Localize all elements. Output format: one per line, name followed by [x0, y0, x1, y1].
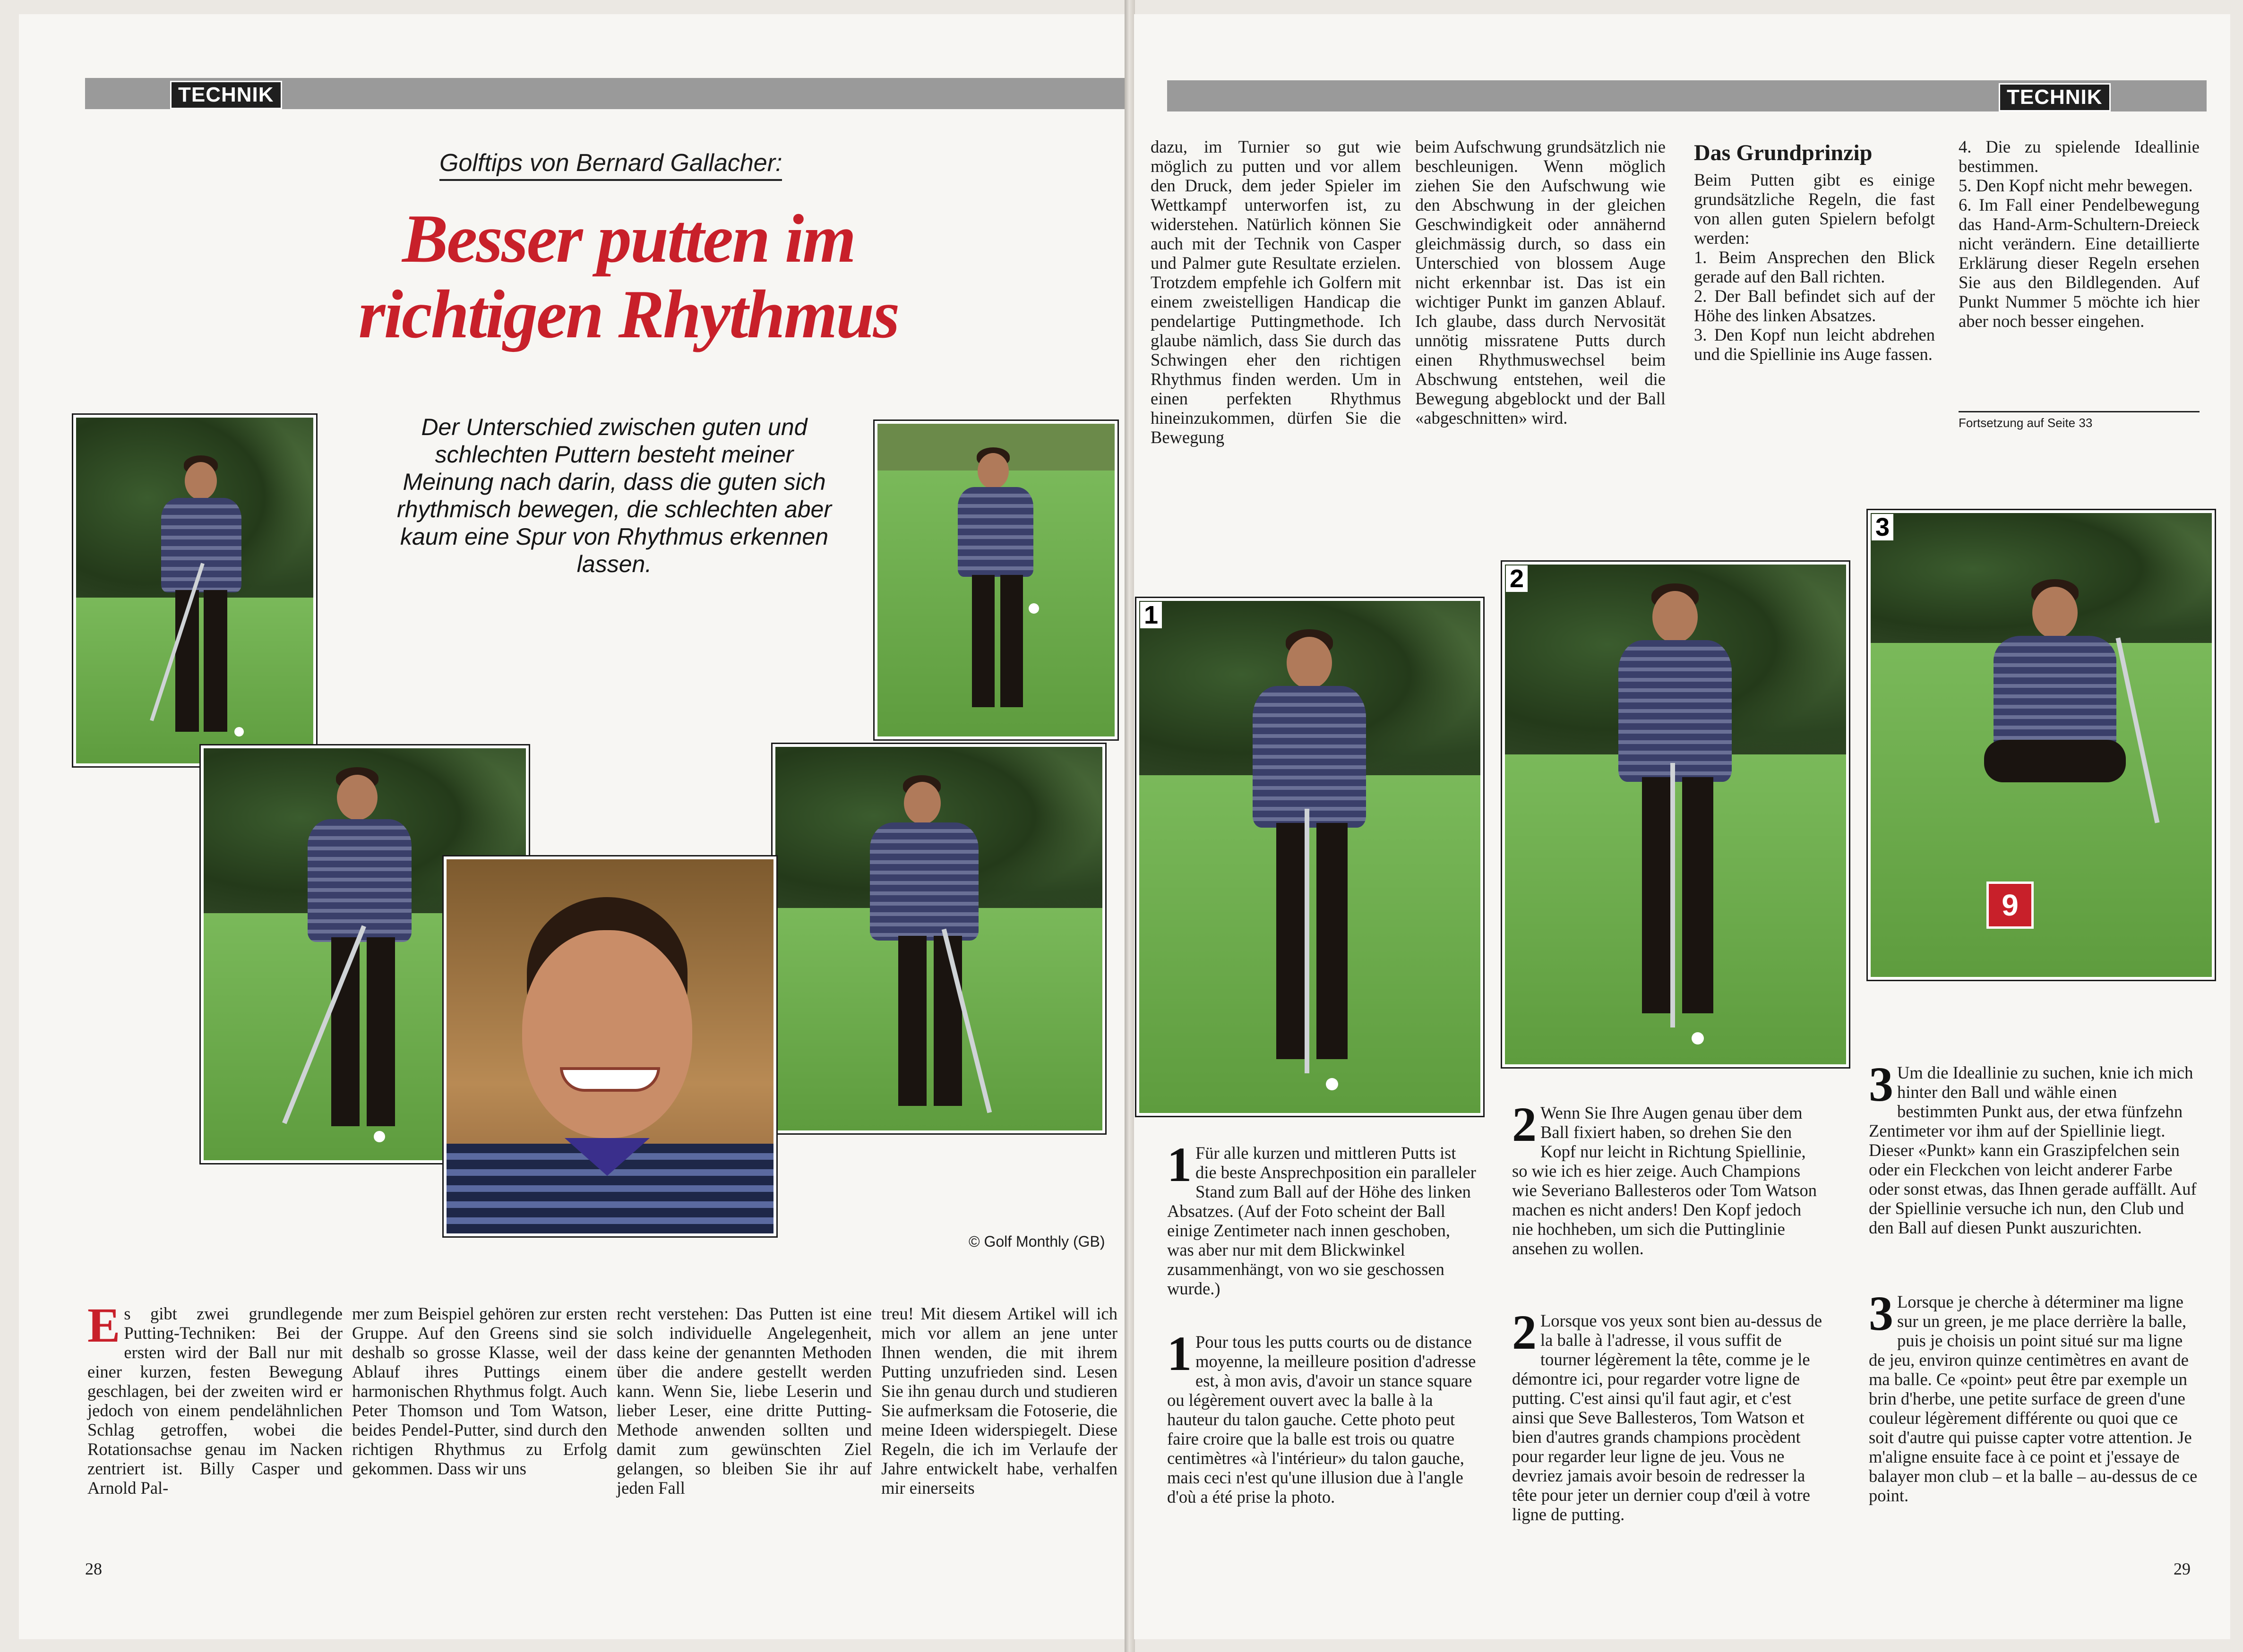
- body-column-5: dazu, im Turnier so gut wie möglich zu putten und vor allem den Druck, dem jeder Spieler im Wettkampf unterworfen ist, zu widerstehen. Natürlich können Sie auch mit der Technik von Casper und Palmer gute Resultate erzielen. Trotzdem empfehle ich Golfern mit einem zweistelligen Handicap die pendelartige Puttingmethode. Ich glaube nämlich, dass Sie durch das Schwingen eher den richtigen Rhythmus finden werden. Um in einen perfekten Rhythmus hineinzukommen, dürfen Sie die Bewegung: [1151, 137, 1401, 447]
- rule-5: 5. Den Kopf nicht mehr bewegen.: [1959, 176, 2193, 195]
- body-column-4: treu! Mit diesem Artikel will ich mich vor allem an jene unter Ihnen wenden, die mit ihrem Putting unzufrieden sind. Lesen Sie ihn genau durch und studieren Sie aufmerksam die Fotoserie, die meine Ideen widerspiegelt. Diese Regeln, die ich im Verlaufe der Jahre entwickelt habe, verhalfen mir einerseits: [881, 1304, 1117, 1498]
- rule-1: 1. Beim Ansprechen den Blick gerade auf den Ball richten.: [1694, 248, 1935, 286]
- grundprinzip-intro: Beim Putten gibt es einige grundsätzliche Regeln, die fast von allen guten Spielern befolgt werden:: [1694, 170, 1935, 248]
- headline-line-1: Besser putten im: [402, 200, 855, 277]
- body-column-8: [1959, 137, 2200, 331]
- rule-2: 2. Der Ball befindet sich auf der Höhe des linken Absatzes.: [1694, 286, 1935, 325]
- caption-2-de: 2 Wenn Sie Ihre Augen genau über dem Ball fixiert haben, so drehen Sie den Kopf nur leicht in Richtung Spiellinie, so wie ich es hier zeige. Auch Champions wie Severiano Ballesteros oder Tom Watson machen es nicht anders! Den Kopf jedoch nie hochheben, um sich die Puttinglinie ansehen zu wollen.: [1512, 1097, 1817, 1258]
- intro-deck: Der Unterschied zwischen guten und schlechten Puttern besteht meiner Meinung nach darin, dass die guten sich rhythmisch bewegen, die schlechten aber kaum eine Spur von Rhythmus erkennen lassen.: [397, 414, 832, 577]
- caption-2-fr: 2 Lorsque vos yeux sont bien au-dessus de la balle à l'adresse, il vous suffit de tourner légèrement la tête, comme je le démontre ici, pour regarder votre ligne de putting. C'est ainsi qu'il faut agir, et c'est ainsi que Seve Ballesteros, Tom Watson et bien d'autres grands champions procèdent pour regarder leur ligne de jeu. Vous ne devriez jamais avoir besoin de redresser la tête pour jeter un dernier coup d'œil à votre ligne de putting.: [1512, 1305, 1822, 1524]
- photo-portrait-bernard-gallacher: [442, 855, 778, 1238]
- subheading-grundprinzip: Das Grundprinzip: [1694, 140, 1873, 165]
- body-column-7: [1694, 170, 1935, 364]
- caption-3-de: 3 Um die Ideallinie zu suchen, knie ich mich hinter den Ball und wähle einen bestimmten Punkt aus, der etwa fünfzehn Zentimeter vor ihm auf der Spiellinie liegt. Dieser «Punkt» kann ein Graszipfelchen sein oder ein Fleckchen von leicht anderer Farbe oder sonst etwas, das Ihnen gerade auffällt. Auf der Spiellinie versuche ich nun, den Club und den Ball auf diesen Punkt auszurichten.: [1869, 1057, 2197, 1237]
- body-column-1: [87, 1298, 343, 1498]
- page-number-right: 29: [2174, 1559, 2191, 1578]
- section-label-right: TECHNIK: [1999, 83, 2111, 111]
- photo-number-3: 3: [1872, 514, 1893, 540]
- column-end-rule: [1959, 411, 2200, 412]
- headline-line-2: richtigen Rhythmus: [358, 276, 899, 352]
- photo-address-front: [72, 413, 318, 768]
- photo-step-2: [1501, 560, 1850, 1069]
- caption-3-fr: 3 Lorsque je cherche à déterminer ma ligne sur un green, je me place derrière la balle, puis je choisis un point situé sur ma ligne de jeu, environ quinze centimètres en avant de ma balle. Ce «point» peut être par exemple un brin d'herbe, une petite surface de green d'une couleur légèrement différente ou quoi que ce soit d'autre qui puisse capter votre attention. Je m'aligne ensuite face à ce point et j'essaye de balayer mon club – et la balle – au-dessus de ce point.: [1869, 1286, 2198, 1505]
- kicker: Golftips von Bernard Gallacher:: [439, 149, 782, 181]
- caption-1-de: 1 Für alle kurzen und mittleren Putts ist die beste Ansprechposition ein paralleler Stand zum Ball auf der Höhe des linken Absatzes. (Auf der Foto scheint der Ball einige Zentimeter nach innen geschoben, was aber nur mit dem Blickwinkel zusammenhängt, von wo sie geschossen wurde.): [1167, 1138, 1476, 1298]
- page-left: [19, 14, 1125, 1639]
- rule-3: 3. Den Kopf nun leicht abdrehen und die Spiellinie ins Auge fassen.: [1694, 325, 1935, 364]
- spine-gutter: [1125, 0, 1135, 1652]
- rule-6: 6. Im Fall einer Pendelbewegung das Hand-Arm-Schultern-Dreieck nicht verändern. Eine detaillierte Erklärung dieser Regeln ersehen Sie aus den Bildlegenden. Auf Punkt Nummer 5 möchte ich hier aber noch besser eingehen.: [1959, 195, 2200, 331]
- caption-1-fr: 1 Pour tous les putts courts ou de distance moyenne, la meilleure position d'adresse est, à mon avis, d'avoir un stance square ou légèrement ouvert avec la balle à la hauteur du talon gauche. Cette photo peut faire croire que la balle est trois ou quatre centimètres «à l'intérieur» du talon gauche, mais ceci n'est qu'une illusion due à l'angle d'où a été prise la photo.: [1167, 1327, 1476, 1506]
- photo-number-2: 2: [1506, 565, 1528, 592]
- hole-flag: 9: [1986, 882, 2034, 929]
- section-header-bar: [85, 78, 1125, 109]
- photo-stroke-behind: [873, 419, 1119, 741]
- page-right: [1134, 14, 2230, 1639]
- page-number-left: 28: [85, 1559, 102, 1578]
- photo-credit: © Golf Monthly (GB): [969, 1233, 1105, 1250]
- body-column-1-text: s gibt zwei grundlegende Putting-Techniken: Bei der ersten wird der Ball nur mit einer kurzen, festen Bewegung geschlagen, bei der zweiten wird er jedoch von einem pendelähnlichen Schlag getroffen, wobei die Rotationsachse genau im Nacken zentriert ist. Billy Casper und Arnold Pal-: [87, 1304, 343, 1498]
- photo-number-1: 1: [1140, 602, 1162, 628]
- body-column-3: recht verstehen: Das Putten ist eine solch individuelle Angelegenheit, dass keine der genannten Methoden über die andere gestellt werden kann. Wenn Sie, liebe Leserin und lieber Leser, eine dritte Putting-Methode anwenden sollten und damit zum gewünschten Ziel gelangen, so bleiben Sie ihr auf jeden Fall: [617, 1304, 872, 1498]
- photo-step-3: [1866, 509, 2216, 981]
- photo-step-1: [1135, 597, 1485, 1117]
- photo-follow-through: [771, 743, 1107, 1135]
- body-column-6: beim Aufschwung grundsätzlich nie beschleunigen. Wenn möglich ziehen Sie den Aufschwung wie den Abschwung in der gleichen Geschwindigkeit oder annähernd gleichmässig durch, so dass ein Unterschied von blossem Auge nicht erkennbar ist. Das ist ein wichtiger Punkt im ganzen Ablauf. Ich glaube, dass durch Nervosität unnötig missratene Putts durch einen Rhythmuswechsel beim Abschwung entstehen, weil die Bewegung abgeblockt und der Ball «abgeschnitten» wird.: [1415, 137, 1666, 428]
- rule-4: 4. Die zu spielende Ideallinie bestimmen.: [1959, 137, 2200, 176]
- section-header-bar-right: [1167, 80, 2207, 111]
- drop-cap: E: [87, 1298, 120, 1352]
- continued-note: Fortsetzung auf Seite 33: [1959, 416, 2093, 430]
- section-label: TECHNIK: [170, 81, 282, 109]
- body-column-2: mer zum Beispiel gehören zur ersten Gruppe. Auf den Greens sind sie deshalb so grosse Klasse, weil der Ablauf ihres Puttings einem harmonischen Rhythmus folgt. Auch Peter Thomson und Tom Watson, beides Pendel-Putter, sind durch den richtigen Rhythmus zu Erfolg gekommen. Dass wir uns: [352, 1304, 607, 1478]
